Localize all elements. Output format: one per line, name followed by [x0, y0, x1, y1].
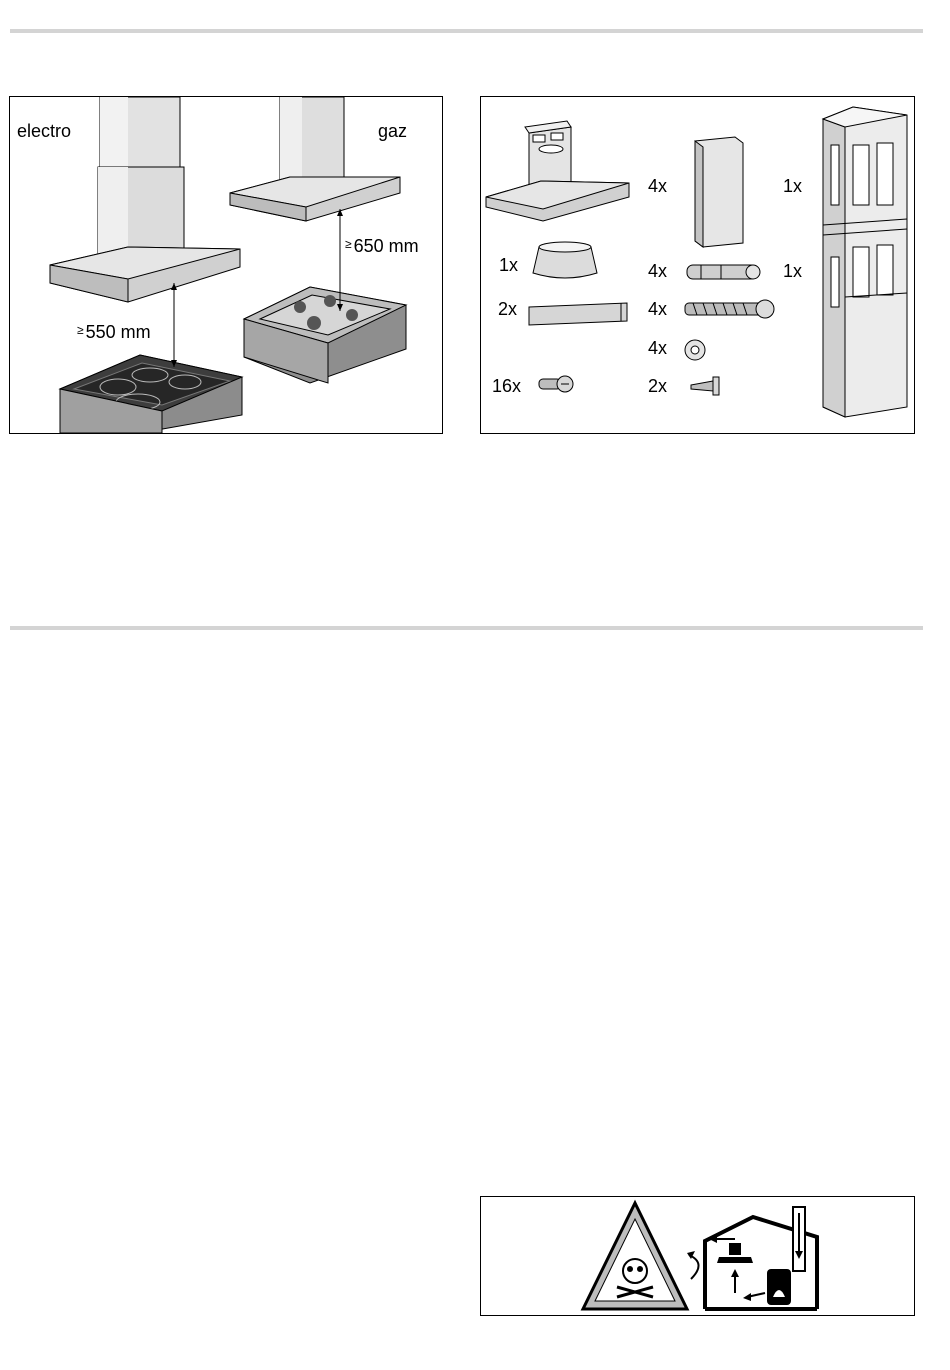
washer-icon [685, 340, 705, 360]
qty-frame-lower: 1x [783, 261, 803, 281]
qty-dowel: 4x [648, 261, 668, 281]
figure-carbon-monoxide-warning [480, 1196, 915, 1316]
gaz-cooktop [244, 287, 406, 383]
cover-panel-icon [695, 137, 743, 247]
label-electro: electro [17, 121, 72, 141]
figure-parts-list [480, 96, 915, 434]
short-screw-icon [691, 377, 719, 395]
danger-skull-icon [583, 1203, 687, 1309]
qty-washer: 4x [648, 338, 668, 358]
small-screw-icon [539, 376, 573, 392]
dimension-gaz [345, 234, 419, 256]
hood-unit-icon [486, 121, 629, 221]
figure-installation-heights [9, 96, 443, 434]
qty-frame-upper: 1x [783, 176, 803, 196]
dimension-gaz-value: 650 mm [353, 236, 419, 256]
parts-illustration [481, 97, 914, 433]
electro-cooktop [60, 355, 242, 433]
dimension-electro [77, 320, 151, 342]
qty-screw-small: 16x [492, 376, 522, 396]
dimension-electro-value: 550 mm [85, 322, 151, 342]
qty-ring: 1x [499, 255, 519, 275]
electro-hood [50, 97, 240, 302]
gaz-hood [230, 97, 400, 221]
qty-strip: 2x [498, 299, 518, 319]
wall-plug-icon [687, 265, 760, 279]
adapter-ring-icon [533, 242, 597, 278]
hood-height-illustration [10, 97, 442, 433]
curved-arrow-icon [689, 1255, 699, 1279]
top-divider [10, 29, 923, 33]
ge-symbol: ≥ [77, 323, 84, 337]
qty-cover: 4x [648, 176, 668, 196]
label-gaz: gaz [378, 121, 408, 141]
strip-icon [529, 303, 627, 325]
qty-screw-long: 4x [648, 299, 668, 319]
chimney-frame-icon [823, 107, 907, 417]
long-screw-icon [685, 300, 774, 318]
ge-symbol: ≥ [345, 237, 352, 251]
warning-pictogram [481, 1197, 914, 1315]
middle-divider [10, 626, 923, 630]
qty-screw-short: 2x [648, 376, 668, 396]
house-airflow-icon [705, 1207, 817, 1309]
